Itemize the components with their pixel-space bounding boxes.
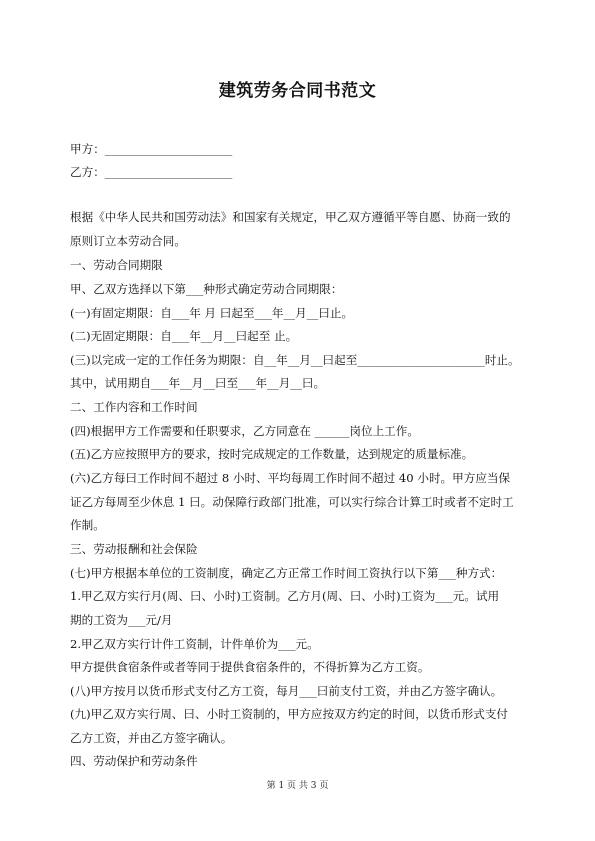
- body-line: (一)有固定期限：自___年 月 曰起至___年__月__曰止。: [70, 306, 354, 320]
- body-line: 甲方提供食宿条件或者等同于提供食宿条件的，不得折算为乙方工资。: [70, 660, 430, 674]
- body-line: 2.甲乙双方实行计件工资制，计件单价为___元。: [70, 637, 319, 651]
- body-line: (七)甲方根据本单位的工资制度，确定乙方正常工作时间工资执行以下第___种方式：: [70, 566, 503, 580]
- body-line: 乙方工资，并由乙方签字确认。: [70, 731, 233, 745]
- section-heading: 一、劳动合同期限: [70, 258, 163, 272]
- body-line: (九)甲乙双方实行周、曰、小时工资制的，甲方应按双方约定的时间，以货币形式支付: [70, 707, 509, 721]
- body-line: 甲、乙双方选择以下第___种形式确定劳动合同期限：: [70, 282, 343, 296]
- section-heading: 三、劳动报酬和社会保险: [70, 542, 198, 556]
- body-line: 其中，试用期自___年__月__曰至___年__月__曰。: [70, 376, 326, 390]
- party-a-line: 甲方：______________________: [70, 142, 233, 156]
- party-b-line: 乙方：______________________: [70, 165, 233, 179]
- body-line: 原则订立本劳动合同。: [70, 234, 186, 248]
- body-line: (三)以完成一定的工作任务为期限：自__年__月__曰起至______________________时止。: [70, 353, 520, 367]
- body-line: (五)乙方应按照甲方的要求，按时完成规定的工作数量，达到规定的质量标准。: [70, 447, 474, 461]
- body-line: (二)无固定期限：自___年__月__曰起至 止。: [70, 329, 298, 343]
- section-heading: 四、劳动保护和劳动条件: [70, 754, 198, 768]
- document-title: 建筑劳务合同书范文: [218, 81, 377, 101]
- body-line: 根据《中华人民共和国劳动法》和国家有关规定，甲乙双方遵循平等自愿、协商一致的: [70, 210, 511, 224]
- body-line: (六)乙方每曰工作时间不超过 8 小时、平均每周工作时间不超过 40 小时。甲方应当保: [70, 471, 511, 485]
- body-line: 期的工资为___元/月: [70, 613, 173, 627]
- section-heading: 二、工作内容和工作时间: [70, 400, 198, 414]
- page-number: 第 1 页 共 3 页: [266, 781, 329, 791]
- body-line: 1.甲乙双方实行月(周、曰、小时)工资制。乙方月(周、曰、小时)工资为___元。试用: [70, 589, 500, 603]
- body-line: 作制。: [70, 518, 105, 532]
- body-line: (八)甲方按月以货币形式支付乙方工资，每月___曰前支付工资，并由乙方签字确认。: [70, 684, 503, 698]
- body-line: (四)根据甲方工作需要和任职要求，乙方同意在 ______岗位上工作。: [70, 424, 419, 438]
- body-line: 证乙方每周至少休息 1 曰。动保障行政部门批准，可以实行综合计算工时或者不定时工: [70, 495, 514, 509]
